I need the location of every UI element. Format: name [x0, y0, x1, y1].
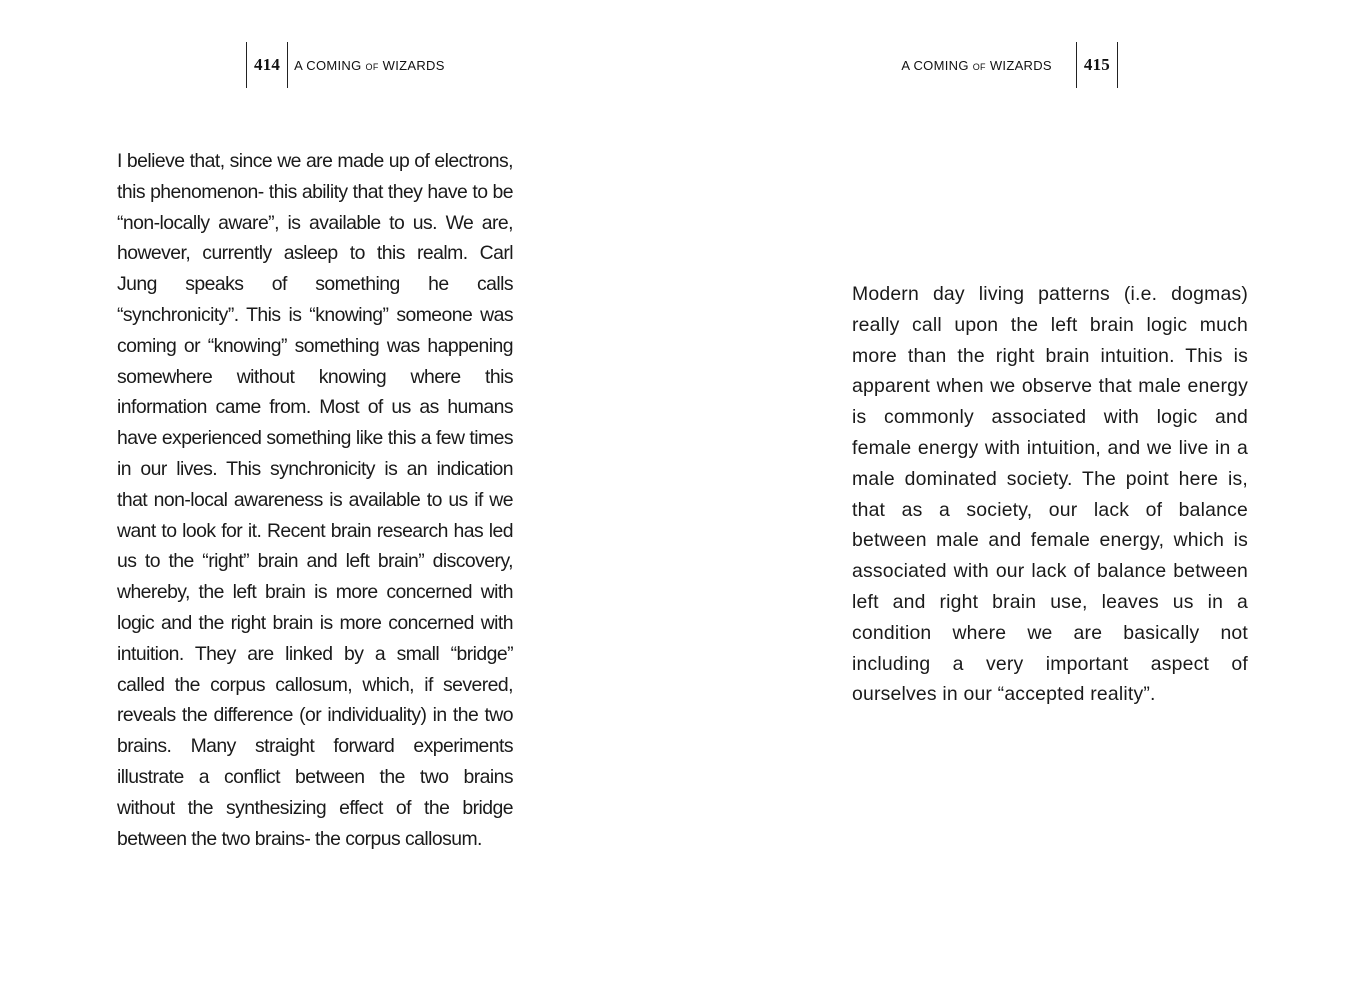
- body-paragraph: I believe that, since we are made up of electrons, this phenomenon- this ability that they have to be “non-locally aware”, is available to us. We are, however, currently asleep to this realm. Carl Jung speaks of something he calls “synchronicity”. This is “knowing” someone was coming or “knowing” something was happening somewhere without knowing where this information came from. Most of us as humans have experienced something like this a few times in our lives. This synchronicity is an indication that non-local awareness is available to us if we want to look for it. Recent brain research has led us to the “right” brain and left brain” discovery, whereby, the left brain is more concerned with logic and the right brain is more concerned with intuition. They are linked by a small “bridge” called the corpus callosum, which, if severed, reveals the difference (or individuality) in the two brains. Many straight forward experiments illustrate a conflict between the two brains without the synthesizing effect of the bridge between the two brains- the corpus callosum.: [117, 150, 513, 850]
- book-title-part: OF: [365, 61, 379, 72]
- page-number: 414: [254, 55, 281, 74]
- page-number: 415: [1083, 55, 1110, 74]
- running-header-right: [895, 42, 1118, 88]
- book-title-part: WIZARDS: [989, 57, 1052, 73]
- book-title-part: A COMING: [901, 57, 969, 73]
- book-title: [288, 58, 451, 73]
- header-rule: [1117, 42, 1118, 88]
- book-title-part: A COMING: [294, 57, 362, 73]
- book-title-part: OF: [972, 61, 986, 72]
- running-header-left: [246, 42, 451, 88]
- book-title: [895, 58, 1058, 73]
- right-page: [684, 0, 1368, 984]
- book-title-part: WIZARDS: [382, 57, 445, 73]
- body-paragraph: Modern day living patterns (i.e. dogmas) really call upon the left brain logic much more than the right brain intuition. This is apparent when we observe that male energy is commonly associated with logic and female energy with intuition, and we live in a male dominated society. The point here is, that as a society, our lack of balance between male and female energy, which is associated with our lack of balance between left and right brain use, leaves us in a condition where we are basically not including a very important aspect of ourselves in our “accepted reality”.: [852, 283, 1248, 706]
